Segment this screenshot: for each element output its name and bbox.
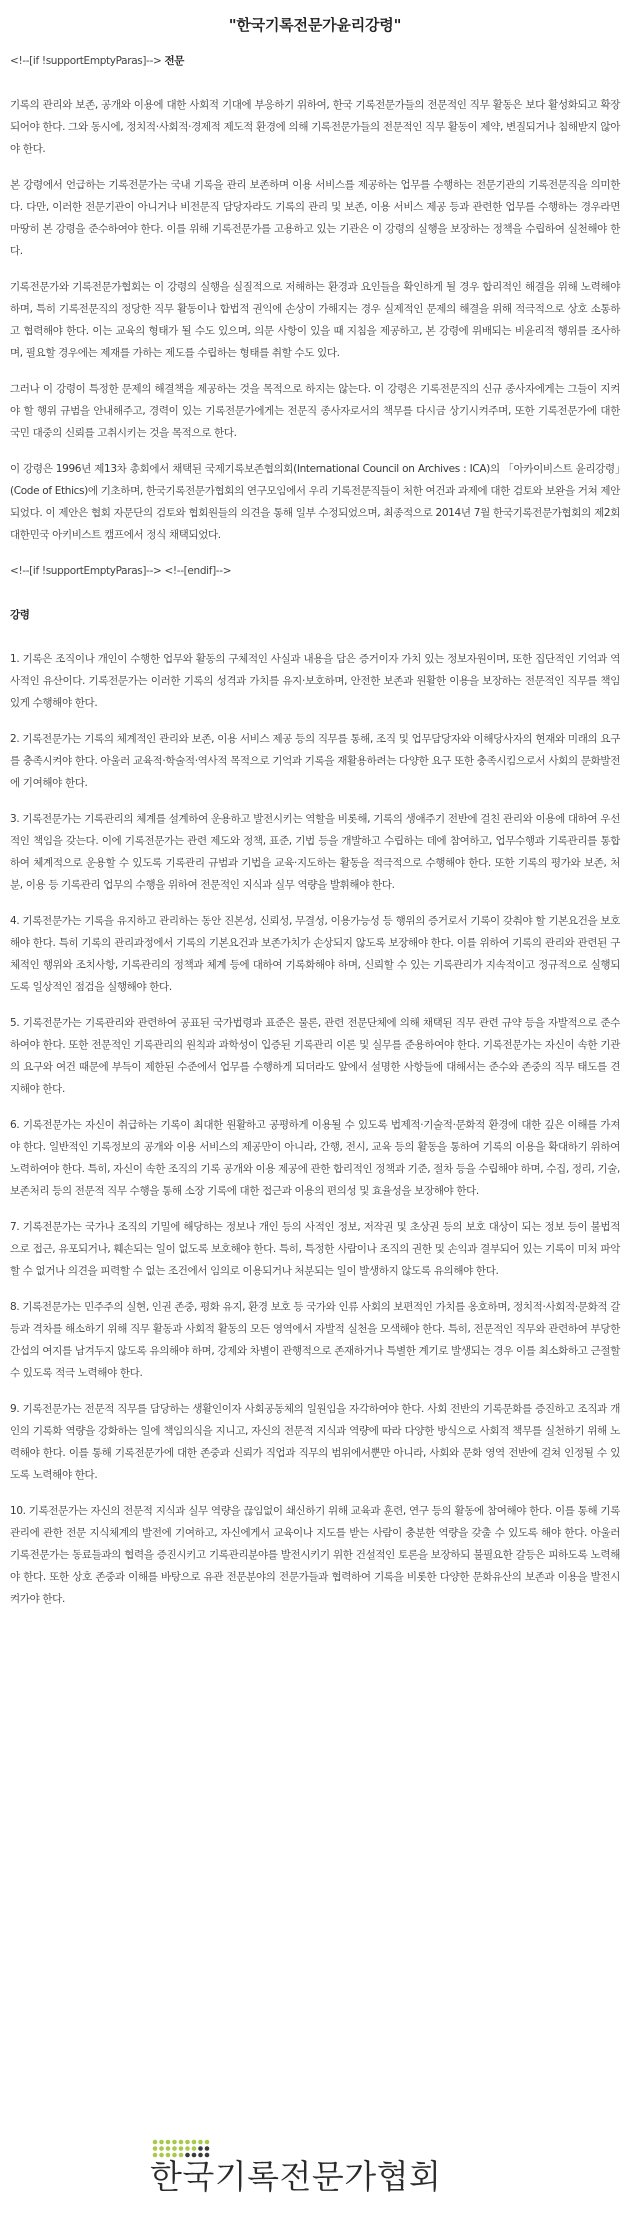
logo-dot (179, 2140, 184, 2145)
logo-dot (172, 2140, 177, 2145)
logo-dot (159, 2146, 164, 2151)
article-4: 4. 기록전문가는 기록을 유지하고 관리하는 동안 진본성, 신뢰성, 무결성, 이용가능성 등 행위의 증거로서 기록이 갖춰야 할 기본요건을 보호해야 한다. 특히 기록의 관리과정에서 기록의 기본요건과 보존가치가 손상되지 않도록 보장해야 한다. 이를 위하여 기록의 관리와 관련된 구체적인 행위와 조치사항, 기록관리의 정책과 체계 등에 대하여 기록화해야 하며, 신뢰할 수 있는 기록관리가 지속적이고 정규적으로 실행되도록 일상적인 점검을 실행해야 한다. (10, 915, 620, 993)
article-10: 10. 기록전문가는 자신의 전문적 지식과 실무 역량을 끊임없이 쇄신하기 위해 교육과 훈련, 연구 등의 활동에 참여해야 한다. 이를 통해 기록관리에 관한 전문 지식체계의 발전에 기여하고, 자신에게서 교육이나 지도를 받는 사람이 충분한 역량을 갖출 수 있도록 해야 한다. 아울러 기록전문가는 동료들과의 협력을 증진시키고 기록관리분야를 발전시키기 위한 건설적인 토론을 보장하되 불필요한 갈등은 피하도록 노력해야 한다. 또한 상호 존중과 이해를 바탕으로 유관 전문분야의 전문가들과 협력하여 기록을 비롯한 다양한 문화유산의 보존과 이용을 발전시켜가야 한다. (10, 1505, 620, 1605)
article-8: 8. 기록전문가는 민주주의 실현, 인권 존중, 평화 유지, 환경 보호 등 국가와 인류 사회의 보편적인 가치를 옹호하며, 정치적·사회적·문화적 갈등과 격차를 해소하기 위해 직무 활동과 사회적 활동의 모든 영역에서 자발적 실천을 모색해야 한다. 특히, 전문적인 직무와 관련하여 부당한 간섭의 여지를 남겨두지 않도록 유의해야 하며, 강제와 차별이 관행적으로 존재하거나 특별한 계기로 발생되는 경우 이를 최소화하고 근절할 수 있도록 적극 노력해야 한다. (10, 1301, 620, 1379)
logo-dot (153, 2146, 158, 2151)
logo-dot (198, 2140, 203, 2145)
logo-dot (185, 2146, 190, 2151)
logo-dot (166, 2140, 171, 2145)
logo-dot (198, 2146, 203, 2151)
logo-dot (185, 2140, 190, 2145)
preamble-marker (10, 50, 620, 72)
logo-dot (153, 2140, 158, 2145)
preamble-paragraph-3: 기록전문가와 기록전문가협회는 이 강령의 실행을 실질적으로 저해하는 환경과 요인들을 확인하게 될 경우 합리적인 해결을 위해 노력해야 하며, 특히 기록전문직의 정당한 직무 활동이나 합법적 권익에 손상이 가해지는 경우 실제적인 문제의 해결을 위해 적극적으로 상호 소통하고 협력해야 한다. 이는 교육의 형태가 될 수도 있으며, 의문 사항이 있을 때 지침을 제공하고, 본 강령에 위배되는 비윤리적 행위를 조사하며, 필요할 경우에는 제재를 가하는 제도를 수립하는 형태를 취할 수도 있다. (10, 281, 620, 359)
article-9: 9. 기록전문가는 전문적 직무를 담당하는 생활인이자 사회공동체의 일원임을 자각하여야 한다. 사회 전반의 기록문화를 증진하고 조직과 개인의 기록화 역량을 강화하는 일에 책임의식을 지니고, 자신의 전문적 지식과 역량에 따라 다양한 방식으로 사회적 책무를 실천하기 위해 노력해야 한다. 이를 통해 기록전문가에 대한 존중과 신뢰가 직업과 직무의 범위에서뿐만 아니라, 사회와 문화 영역 전반에 걸쳐 인정될 수 있도록 노력해야 한다. (10, 1403, 620, 1481)
footer (0, 2133, 630, 2205)
endif-marker: <!--[if !supportEmptyParas]--> <!--[endif]--> (10, 565, 232, 577)
article-1: 1. 기록은 조직이나 개인이 수행한 업무와 활동의 구체적인 사실과 내용을 담은 증거이자 가치 있는 정보자원이며, 또한 집단적인 기억과 역사적인 유산이다. 기록전문가는 이러한 기록의 성격과 가치를 유지·보호하며, 안전한 보존과 원활한 이용을 보장하는 전문적인 직무를 책임 있게 수행해야 한다. (10, 653, 620, 709)
article-2: 2. 기록전문가는 기록의 체계적인 관리와 보존, 이용 서비스 제공 등의 직무를 통해, 조직 및 업무담당자와 이해당사자의 현재와 미래의 요구를 충족시켜야 한다. 아울러 교육적·학술적·역사적 목적으로 기억과 기록을 재활용하려는 다양한 요구 또한 충족시킴으로서 사회의 문화발전에 기여해야 한다. (10, 733, 620, 789)
preamble-paragraph-2: 본 강령에서 언급하는 기록전문가는 국내 기록을 관리 보존하며 이용 서비스를 제공하는 업무를 수행하는 전문기관의 기록전문직을 의미한다. 다만, 이러한 전문기관이 아니거나 비전문직 담당자라도 기록의 관리 및 보존, 이용 서비스 제공 등과 관련한 업무를 수행하는 경우라면 마땅히 본 강령을 준수하여야 한다. 이를 위해 기록전문가를 고용하고 있는 기관은 이 강령의 실행을 보장하는 정책을 수립하여 실천해야 한다. (10, 179, 620, 257)
association-logo (148, 2133, 488, 2205)
preamble-paragraph-1: 기록의 관리와 보존, 공개와 이용에 대한 사회적 기대에 부응하기 위하여, 한국 기록전문가들의 전문적인 직무 활동은 보다 활성화되고 확장되어야 한다. 그와 동시에, 정치적·사회적·경제적 제도적 환경에 의해 기록전문가들의 전문적인 직무 활동이 제약, 변질되거나 침해받지 않아야 한다. (10, 99, 620, 155)
logo-dot (205, 2146, 210, 2151)
document-title: "한국기록전문가윤리강령" (228, 16, 402, 34)
articles-heading: 강령 (10, 609, 30, 621)
logo-dot (172, 2146, 177, 2151)
preamble-paragraph-5: 이 강령은 1996년 제13차 총회에서 채택된 국제기록보존협의회(International Council on Archives : ICA)의 「아카이비스트 윤리강령」(Code of Ethics)에 기초하며, 한국기록전문가협회의 연구모임에서 우리 기록전문직들이 처한 여건과 과제에 대한 검토와 보완을 거쳐 제안되었다. 이 제안은 협회 자문단의 검토와 협회원들의 의견을 통해 일부 수정되었으며, 최종적으로 2014년 7월 한국기록전문가협회의 제2회 대한민국 아키비스트 캠프에서 정식 채택되었다. (10, 463, 620, 541)
logo-dot (192, 2146, 197, 2151)
article-7: 7. 기록전문가는 국가나 조직의 기밀에 해당하는 정보나 개인 등의 사적인 정보, 저작권 및 초상권 등의 보호 대상이 되는 정보 등이 불법적으로 접근, 유포되거나, 훼손되는 일이 없도록 보호해야 한다. 특히, 특정한 사람이나 조직의 권한 및 손익과 결부되어 있는 기록이 미처 파악할 수 없거나 의견을 피력할 수 없는 조건에서 임의로 이용되거나 처분되는 일이 발생하지 않도록 유의해야 한다. (10, 1221, 620, 1277)
article-6: 6. 기록전문가는 자신이 취급하는 기록이 최대한 원활하고 공평하게 이용될 수 있도록 법제적·기술적·문화적 환경에 대한 깊은 이해를 가져야 한다. 일반적인 기록정보의 공개와 이용 서비스의 제공만이 아니라, 간행, 전시, 교육 등의 활동을 통하여 기록의 이용을 확대하기 위하여 노력하여야 한다. 특히, 자신이 속한 조직의 기록 공개와 이용 제공에 관한 합리적인 정책과 기준, 절차 등을 수립해야 하며, 수집, 정리, 기술, 보존처리 등의 전문적 직무 수행을 통해 소장 기록에 대한 접근과 이용의 편의성 및 효율성을 보장해야 한다. (10, 1119, 620, 1197)
html-comment-marker: <!--[if !supportEmptyParas]--> (10, 55, 162, 67)
logo-dot (192, 2140, 197, 2145)
preamble-label: 전문 (164, 55, 185, 67)
article-3: 3. 기록전문가는 기록관리의 체계를 설계하여 운용하고 발전시키는 역할을 비롯해, 기록의 생애주기 전반에 걸친 관리와 이용에 대하여 우선적인 책임을 갖는다. 이에 기록전문가는 관련 제도와 정책, 표준, 기법 등을 개발하고 수립하는 데에 참여하고, 업무수행과 기록관리를 통합하여 체계적으로 운용할 수 있도록 기록관리 규범과 기법을 교육·지도하는 활동을 적극적으로 수행해야 한다. 또한 기록의 평가와 보존, 처분, 이용 등 기록관리 업무의 수행을 위하여 전문적인 지식과 실무 역량을 발휘해야 한다. (10, 813, 620, 891)
logo-dot (159, 2140, 164, 2145)
logo-dot (179, 2146, 184, 2151)
logo-wordmark: 한국기록전문가협회 (150, 2157, 442, 2196)
article-5: 5. 기록전문가는 기록관리와 관련하여 공표된 국가법령과 표준은 물론, 관련 전문단체에 의해 채택된 직무 관련 규약 등을 자발적으로 준수하여야 한다. 또한 전문적인 기록관리의 원칙과 과학성이 입증된 기록관리 이론 및 실무를 준용하여야 한다. 기록전문가는 자신이 속한 기관의 요구와 여건 때문에 부득이 제한된 수준에서 업무를 수행하게 되더라도 앞에서 설명한 사항들에 대해서는 준수와 존중의 직무 태도를 견지해야 한다. (10, 1017, 620, 1095)
preamble-paragraph-4: 그러나 이 강령이 특정한 문제의 해결책을 제공하는 것을 목적으로 하지는 않는다. 이 강령은 기록전문직의 신규 종사자에게는 그들이 지켜야 할 행위 규범을 안내해주고, 경력이 있는 기록전문가에게는 전문직 종사자로서의 책무를 다시금 상기시켜주며, 또한 기록전문가에 대한 국민 대중의 신뢰를 고취시키는 것을 목적으로 한다. (10, 383, 620, 439)
logo-dot (166, 2146, 171, 2151)
logo-dot (205, 2140, 210, 2145)
